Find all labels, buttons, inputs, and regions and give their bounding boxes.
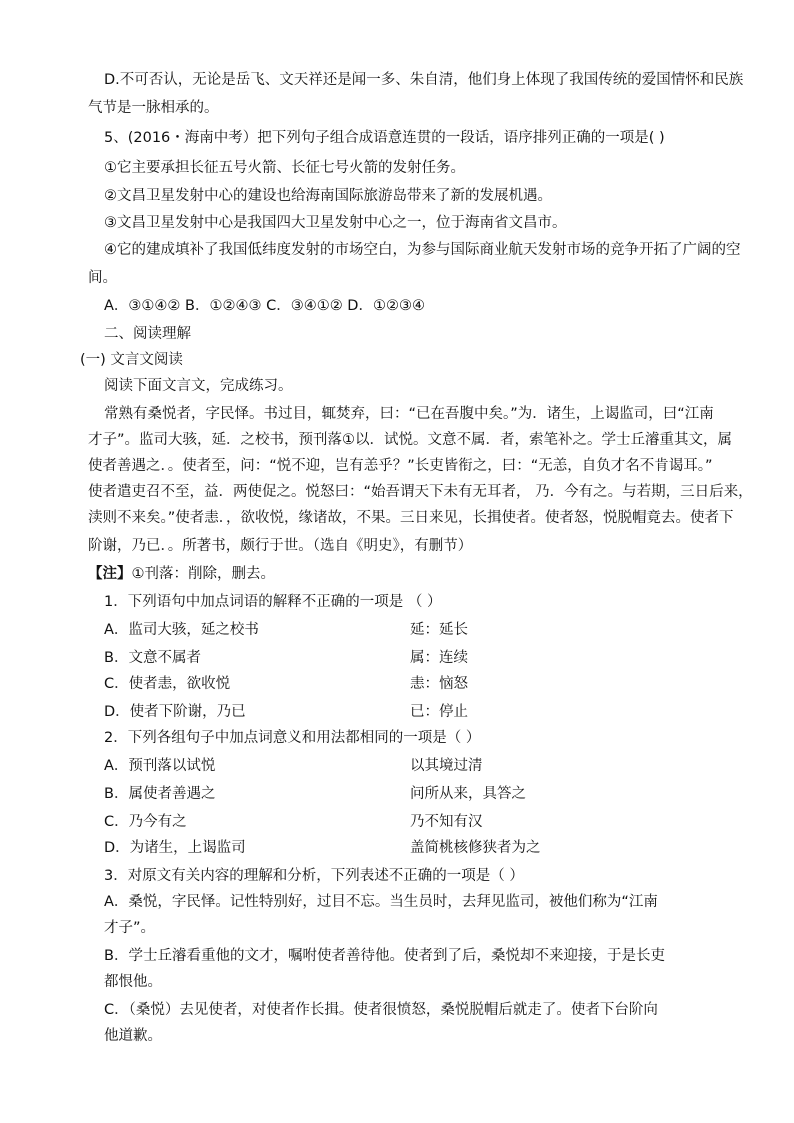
q2-option-b: B．属使者善遇之 问所从来，具答之: [104, 786, 526, 802]
annotation-text: ①刊落：削除，删去。: [131, 566, 275, 582]
question-3: 3．对原文有关内容的理解和分析，下列表述不正确的一项是（ ）: [104, 868, 524, 884]
q1-option-b: B．文意不属者 属：连续: [104, 650, 468, 666]
option-d-line: D.不可否认，无论是岳飞、文天祥还是闻一多、朱自清，他们身上体现了我国传统的爱国情怀和民族: [104, 72, 744, 88]
question-5: 5、(2016・海南中考）把下列句子组合成语意连贯的一段话，语序排列正确的一项是( ): [104, 130, 665, 146]
q1-option-c: C．使者恚，欲收悦 恚：恼怒: [104, 676, 468, 692]
q3-option-a-continuation: 才子”。: [104, 920, 156, 936]
question-5-options: A．③①④② B．①②④③ C．③④①② D．①②③④: [104, 298, 425, 314]
q3-option-b-continuation: 都恨他。: [104, 974, 162, 990]
question-2: 2．下列各组句子中加点词意义和用法都相同的一项是（ ）: [104, 730, 481, 746]
passage-line-2: 才子”。监司大骇，延．之校书，预刊落①以．试悦。文意不属．者，索笔补之。学士丘濬重其文，属: [88, 432, 733, 448]
q3-option-c-continuation: 他道歉。: [104, 1028, 162, 1044]
passage-line-6: 阶谢，乃已．。所著书，颇行于世。（选自《明史》，有删节）: [88, 538, 473, 554]
sentence-1: ①它主要承担长征五号火箭、长征七号火箭的发射任务。: [104, 160, 465, 176]
passage-line-3: 使者善遇之．。使者至，问：“悦不迎，岂有恙乎？”长吏皆衔之，曰：“无恙，自负才名不肯谒耳。”: [88, 458, 713, 474]
passage-line-5: 渎则不来矣。”使者恚．，欲收悦，缘诸故，不果。三日来见，长揖使者。使者怒，悦脱帽竟去。使者下: [88, 510, 734, 526]
sentence-3: ③文昌卫星发射中心是我国四大卫星发射中心之一，位于海南省文昌市。: [104, 215, 567, 231]
q2-option-c: C．乃今有之 乃不知有汉: [104, 814, 483, 830]
sentence-4-continuation: 间。: [88, 270, 117, 286]
sentence-2: ②文昌卫星发射中心的建设也给海南国际旅游岛带来了新的发展机遇。: [104, 188, 552, 204]
q1-option-a: A．监司大骇，延之校书 延：延长: [104, 622, 468, 638]
q3-option-c: C．（桑悦）去见使者，对使者作长揖。使者很愤怒，桑悦脱帽后就走了。使者下台阶向: [104, 1002, 658, 1018]
subsection-heading: (一) 文言文阅读: [80, 352, 183, 368]
annotation-label: 【注】: [88, 566, 132, 582]
q2-option-d: D．为诸生，上谒监司 盖简桃核修狭者为之: [104, 840, 541, 856]
option-d-continuation: 气节是一脉相承的。: [88, 100, 219, 116]
sentence-4: ④它的建成填补了我国低纬度发射的市场空白，为参与国际商业航天发射市场的竞争开拓了广阔的空: [104, 242, 741, 258]
reading-instruction: 阅读下面文言文，完成练习。: [104, 378, 293, 394]
q3-option-b: B．学士丘濬看重他的文才，嘱咐使者善待他。使者到了后，桑悦却不来迎接，于是长吏: [104, 948, 665, 964]
section-heading-reading: 二、阅读理解: [104, 326, 191, 342]
q2-option-a: A．预刊落以试悦 以其境过清: [104, 758, 483, 774]
passage-line-4: 使者遣吏召不至，益．两使促之。悦怒曰：“始吾谓天下未有无耳者， 乃．今有之。与若期，三日后来，: [88, 484, 753, 500]
q3-option-a: A．桑悦，字民怿。记性特别好，过目不忘。当生员时，去拜见监司，被他们称为“江南: [104, 894, 658, 910]
q1-option-d: D．使者下阶谢，乃已 已：停止: [104, 704, 468, 720]
question-1: 1．下列语句中加点词语的解释不正确的一项是 （ ）: [104, 594, 442, 610]
passage-line-1: 常熟有桑悦者，字民怿。书过目，辄焚弃，曰：“已在吾腹中矣。”为．诸生，上谒监司，曰“江南: [104, 406, 714, 422]
annotation: [88, 564, 275, 584]
